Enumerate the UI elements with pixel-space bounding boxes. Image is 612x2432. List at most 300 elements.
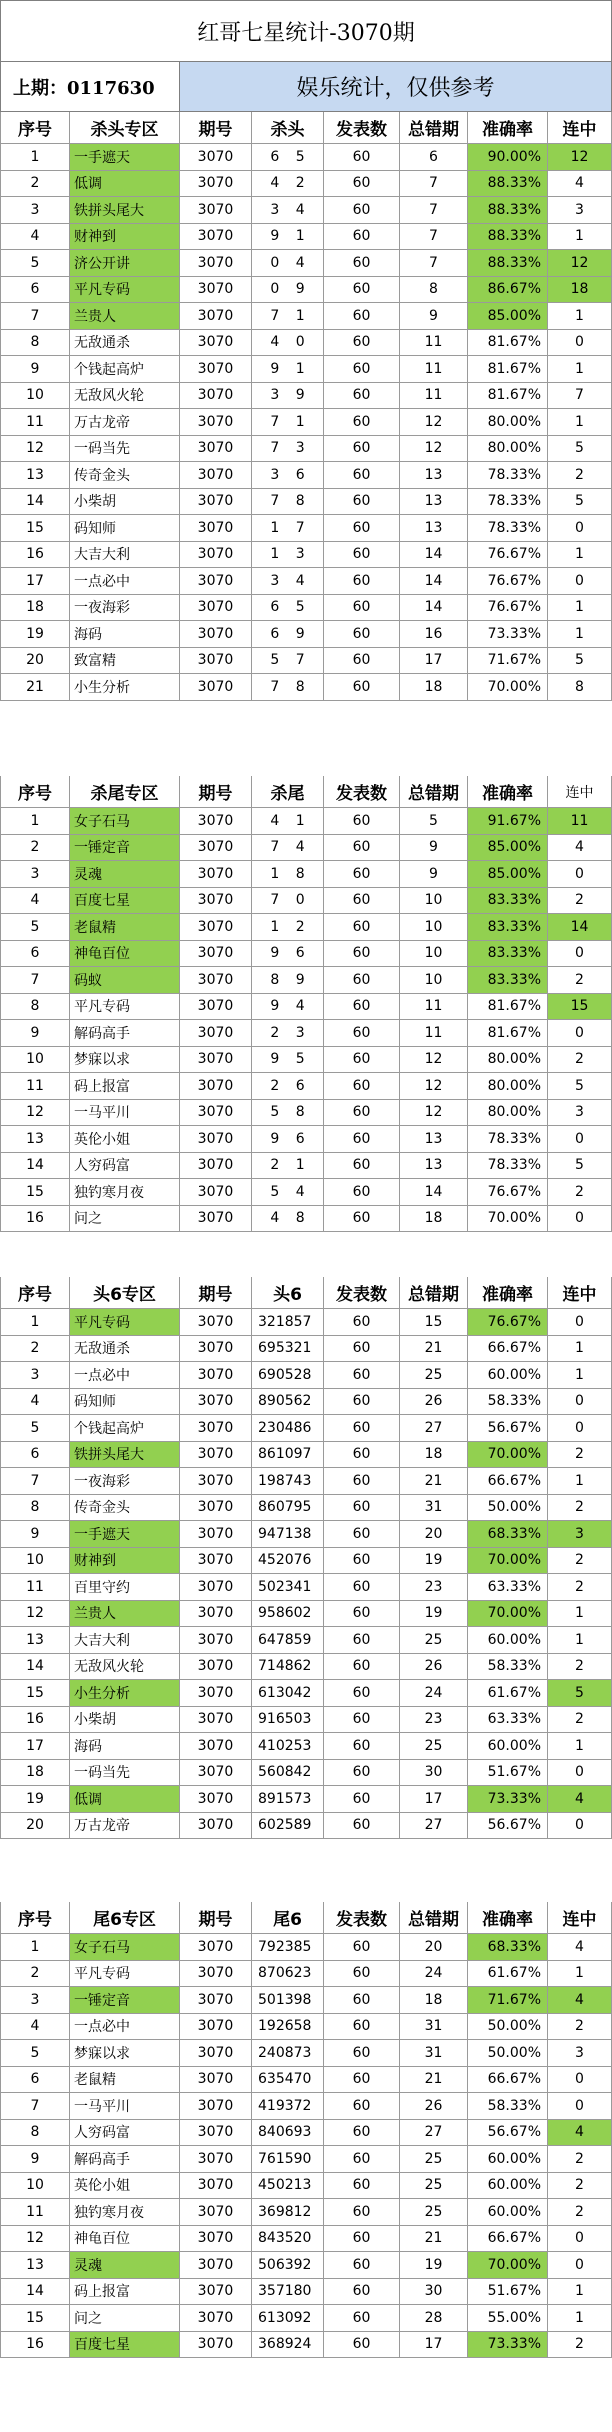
row-name: 个钱起高炉 <box>70 1415 180 1442</box>
row-digit: 840693 <box>252 2120 324 2147</box>
row-err: 17 <box>400 2332 468 2359</box>
row-period: 3070 <box>180 2252 252 2279</box>
row-period: 3070 <box>180 1760 252 1787</box>
row-streak: 1 <box>548 356 612 383</box>
row-count: 60 <box>324 2332 400 2359</box>
row-acc: 60.00% <box>468 1362 548 1389</box>
row-count: 60 <box>324 2173 400 2200</box>
header-streak: 连中 <box>548 776 612 808</box>
row-err: 13 <box>400 1153 468 1180</box>
stats-section <box>0 776 612 1232</box>
row-err: 25 <box>400 2146 468 2173</box>
row-no: 18 <box>0 595 70 622</box>
row-streak: 0 <box>548 2226 612 2253</box>
row-count: 60 <box>324 383 400 410</box>
row-err: 13 <box>400 489 468 516</box>
table-row <box>0 1601 612 1628</box>
row-acc: 70.00% <box>468 1548 548 1575</box>
row-digit: 192658 <box>252 2014 324 2041</box>
row-err: 21 <box>400 1468 468 1495</box>
row-name: 一马平川 <box>70 2093 180 2120</box>
row-no: 12 <box>0 2226 70 2253</box>
row-err: 18 <box>400 674 468 701</box>
row-streak: 3 <box>548 2040 612 2067</box>
row-streak: 0 <box>548 941 612 968</box>
row-no: 15 <box>0 1680 70 1707</box>
row-no: 4 <box>0 224 70 251</box>
disclaimer-banner: 娱乐统计，仅供参考 <box>180 62 612 112</box>
header-digit: 杀尾 <box>252 776 324 808</box>
row-err: 27 <box>400 1813 468 1840</box>
row-acc: 66.67% <box>468 1468 548 1495</box>
row-streak: 2 <box>548 1442 612 1469</box>
row-name: 万古龙帝 <box>70 1813 180 1840</box>
row-no: 8 <box>0 1495 70 1522</box>
row-streak: 3 <box>548 1100 612 1127</box>
row-acc: 81.67% <box>468 994 548 1021</box>
row-no: 4 <box>0 888 70 915</box>
row-acc: 80.00% <box>468 1047 548 1074</box>
row-digit: 9 6 <box>252 1126 324 1153</box>
row-acc: 76.67% <box>468 595 548 622</box>
row-period: 3070 <box>180 941 252 968</box>
row-no: 13 <box>0 462 70 489</box>
row-name: 老鼠精 <box>70 2067 180 2094</box>
row-no: 16 <box>0 2332 70 2359</box>
table-row <box>0 1654 612 1681</box>
row-period: 3070 <box>180 1309 252 1336</box>
row-count: 60 <box>324 1786 400 1813</box>
row-name: 一夜海彩 <box>70 1468 180 1495</box>
row-digit: 792385 <box>252 1934 324 1961</box>
row-acc: 85.00% <box>468 303 548 330</box>
row-streak: 0 <box>548 1126 612 1153</box>
table-row <box>0 967 612 994</box>
table-row <box>0 462 612 489</box>
row-streak: 0 <box>548 568 612 595</box>
row-err: 11 <box>400 356 468 383</box>
row-digit: 410253 <box>252 1733 324 1760</box>
row-name: 灵魂 <box>70 861 180 888</box>
row-digit: 2 1 <box>252 1153 324 1180</box>
row-acc: 78.33% <box>468 1126 548 1153</box>
row-digit: 0 9 <box>252 277 324 304</box>
row-err: 18 <box>400 1987 468 2014</box>
row-period: 3070 <box>180 1442 252 1469</box>
row-digit: 3 4 <box>252 197 324 224</box>
row-period: 3070 <box>180 2173 252 2200</box>
table-row <box>0 1047 612 1074</box>
row-err: 19 <box>400 2252 468 2279</box>
row-name: 一码当先 <box>70 436 180 463</box>
row-no: 15 <box>0 515 70 542</box>
table-row <box>0 1786 612 1813</box>
row-count: 60 <box>324 2226 400 2253</box>
row-acc: 88.33% <box>468 197 548 224</box>
table-row <box>0 1020 612 1047</box>
row-streak: 2 <box>548 462 612 489</box>
row-acc: 91.67% <box>468 808 548 835</box>
row-name: 传奇金头 <box>70 462 180 489</box>
row-digit: 1 3 <box>252 542 324 569</box>
row-acc: 50.00% <box>468 2014 548 2041</box>
page-title: 红哥七星统计-3070期 <box>0 0 612 62</box>
row-acc: 78.33% <box>468 489 548 516</box>
row-streak: 2 <box>548 2199 612 2226</box>
table-row <box>0 1336 612 1363</box>
row-no: 6 <box>0 1442 70 1469</box>
table-row <box>0 1961 612 1988</box>
row-err: 7 <box>400 197 468 224</box>
row-err: 10 <box>400 941 468 968</box>
row-name: 一手遮天 <box>70 144 180 171</box>
row-period: 3070 <box>180 144 252 171</box>
row-period: 3070 <box>180 436 252 463</box>
row-count: 60 <box>324 330 400 357</box>
row-digit: 9 1 <box>252 356 324 383</box>
row-streak: 4 <box>548 171 612 198</box>
header-acc: 准确率 <box>468 1277 548 1309</box>
row-name: 独钓寒月夜 <box>70 1179 180 1206</box>
row-period: 3070 <box>180 250 252 277</box>
row-name: 百里守约 <box>70 1574 180 1601</box>
row-acc: 71.67% <box>468 648 548 675</box>
row-name: 百度七星 <box>70 2332 180 2359</box>
row-acc: 76.67% <box>468 568 548 595</box>
row-err: 25 <box>400 2199 468 2226</box>
row-no: 13 <box>0 1627 70 1654</box>
row-acc: 70.00% <box>468 2252 548 2279</box>
row-digit: 613042 <box>252 1680 324 1707</box>
row-err: 31 <box>400 1495 468 1522</box>
row-period: 3070 <box>180 674 252 701</box>
row-count: 60 <box>324 250 400 277</box>
row-acc: 78.33% <box>468 462 548 489</box>
row-period: 3070 <box>180 303 252 330</box>
header-acc: 准确率 <box>468 1902 548 1934</box>
row-period: 3070 <box>180 967 252 994</box>
row-digit: 647859 <box>252 1627 324 1654</box>
row-name: 海码 <box>70 621 180 648</box>
row-digit: 870623 <box>252 1961 324 1988</box>
table-row <box>0 144 612 171</box>
row-count: 60 <box>324 1760 400 1787</box>
row-count: 60 <box>324 967 400 994</box>
row-digit: 1 2 <box>252 914 324 941</box>
row-no: 4 <box>0 1389 70 1416</box>
row-digit: 3 9 <box>252 383 324 410</box>
row-streak: 5 <box>548 648 612 675</box>
row-period: 3070 <box>180 1020 252 1047</box>
row-count: 60 <box>324 2093 400 2120</box>
row-digit: 9 6 <box>252 941 324 968</box>
row-acc: 50.00% <box>468 2040 548 2067</box>
row-name: 一马平川 <box>70 1100 180 1127</box>
row-no: 11 <box>0 1073 70 1100</box>
row-streak: 1 <box>548 1601 612 1628</box>
table-row <box>0 941 612 968</box>
row-err: 9 <box>400 861 468 888</box>
row-acc: 85.00% <box>468 861 548 888</box>
table-row <box>0 197 612 224</box>
row-err: 12 <box>400 1100 468 1127</box>
row-count: 60 <box>324 914 400 941</box>
row-period: 3070 <box>180 994 252 1021</box>
row-digit: 7 3 <box>252 436 324 463</box>
row-count: 60 <box>324 1126 400 1153</box>
row-digit: 714862 <box>252 1654 324 1681</box>
row-err: 7 <box>400 250 468 277</box>
row-no: 7 <box>0 2093 70 2120</box>
row-count: 60 <box>324 2067 400 2094</box>
row-name: 小生分析 <box>70 1680 180 1707</box>
row-count: 60 <box>324 1442 400 1469</box>
header-no: 序号 <box>0 1277 70 1309</box>
row-name: 大吉大利 <box>70 1627 180 1654</box>
row-err: 25 <box>400 2173 468 2200</box>
row-digit: 635470 <box>252 2067 324 2094</box>
row-count: 60 <box>324 1206 400 1233</box>
row-err: 26 <box>400 1389 468 1416</box>
row-no: 10 <box>0 383 70 410</box>
row-count: 60 <box>324 1601 400 1628</box>
row-period: 3070 <box>180 462 252 489</box>
row-no: 14 <box>0 2279 70 2306</box>
row-streak: 5 <box>548 1153 612 1180</box>
row-name: 梦寐以求 <box>70 2040 180 2067</box>
section-header-row <box>0 1902 612 1934</box>
row-no: 13 <box>0 2252 70 2279</box>
row-period: 3070 <box>180 1707 252 1734</box>
row-period: 3070 <box>180 1934 252 1961</box>
row-streak: 15 <box>548 994 612 1021</box>
row-count: 60 <box>324 197 400 224</box>
row-name: 独钓寒月夜 <box>70 2199 180 2226</box>
row-acc: 50.00% <box>468 1495 548 1522</box>
row-count: 60 <box>324 409 400 436</box>
row-digit: 560842 <box>252 1760 324 1787</box>
row-acc: 81.67% <box>468 383 548 410</box>
row-period: 3070 <box>180 1468 252 1495</box>
row-no: 9 <box>0 1521 70 1548</box>
row-streak: 4 <box>548 1786 612 1813</box>
row-digit: 6 5 <box>252 144 324 171</box>
row-streak: 11 <box>548 808 612 835</box>
table-row <box>0 1627 612 1654</box>
row-no: 3 <box>0 197 70 224</box>
table-row <box>0 2226 612 2253</box>
row-count: 60 <box>324 1521 400 1548</box>
table-row <box>0 674 612 701</box>
row-streak: 0 <box>548 1760 612 1787</box>
row-name: 无敌通杀 <box>70 330 180 357</box>
row-streak: 8 <box>548 674 612 701</box>
row-no: 5 <box>0 250 70 277</box>
row-count: 60 <box>324 621 400 648</box>
row-period: 3070 <box>180 621 252 648</box>
row-period: 3070 <box>180 1961 252 1988</box>
row-name: 码知师 <box>70 1389 180 1416</box>
row-err: 6 <box>400 144 468 171</box>
row-count: 60 <box>324 1362 400 1389</box>
row-err: 9 <box>400 835 468 862</box>
section-header-row <box>0 776 612 808</box>
header-err: 总错期 <box>400 1277 468 1309</box>
row-name: 财神到 <box>70 224 180 251</box>
row-no: 2 <box>0 1961 70 1988</box>
row-streak: 5 <box>548 436 612 463</box>
table-row <box>0 2040 612 2067</box>
header-digit: 尾6 <box>252 1902 324 1934</box>
row-no: 9 <box>0 1020 70 1047</box>
row-acc: 60.00% <box>468 2173 548 2200</box>
row-name: 神龟百位 <box>70 941 180 968</box>
row-digit: 5 7 <box>252 648 324 675</box>
table-row <box>0 2305 612 2332</box>
row-digit: 0 4 <box>252 250 324 277</box>
row-count: 60 <box>324 835 400 862</box>
row-no: 4 <box>0 2014 70 2041</box>
row-no: 12 <box>0 1100 70 1127</box>
row-name: 码上报富 <box>70 2279 180 2306</box>
row-count: 60 <box>324 2305 400 2332</box>
row-name: 人穷码富 <box>70 2120 180 2147</box>
row-name: 大吉大利 <box>70 542 180 569</box>
table-row <box>0 2014 612 2041</box>
row-streak: 1 <box>548 621 612 648</box>
row-period: 3070 <box>180 1548 252 1575</box>
row-streak: 7 <box>548 383 612 410</box>
row-period: 3070 <box>180 835 252 862</box>
table-row <box>0 888 612 915</box>
header-err: 总错期 <box>400 1902 468 1934</box>
header-count: 发表数 <box>324 1277 400 1309</box>
row-digit: 321857 <box>252 1309 324 1336</box>
row-streak: 0 <box>548 515 612 542</box>
header-no: 序号 <box>0 112 70 144</box>
row-digit: 7 8 <box>252 489 324 516</box>
row-digit: 4 2 <box>252 171 324 198</box>
row-err: 19 <box>400 1548 468 1575</box>
table-row <box>0 2332 612 2359</box>
row-err: 20 <box>400 1934 468 1961</box>
row-no: 19 <box>0 1786 70 1813</box>
header-streak: 连中 <box>548 1902 612 1934</box>
row-no: 12 <box>0 436 70 463</box>
row-count: 60 <box>324 1574 400 1601</box>
row-no: 8 <box>0 330 70 357</box>
row-digit: 368924 <box>252 2332 324 2359</box>
row-acc: 70.00% <box>468 1442 548 1469</box>
row-no: 15 <box>0 1179 70 1206</box>
row-err: 26 <box>400 2093 468 2120</box>
row-no: 9 <box>0 356 70 383</box>
row-digit: 890562 <box>252 1389 324 1416</box>
row-acc: 60.00% <box>468 2146 548 2173</box>
row-count: 60 <box>324 595 400 622</box>
row-name: 一点必中 <box>70 1362 180 1389</box>
row-acc: 68.33% <box>468 1521 548 1548</box>
row-streak: 2 <box>548 1574 612 1601</box>
table-row <box>0 2279 612 2306</box>
row-count: 60 <box>324 2252 400 2279</box>
row-acc: 58.33% <box>468 1654 548 1681</box>
row-err: 19 <box>400 1601 468 1628</box>
row-acc: 83.33% <box>468 888 548 915</box>
row-streak: 5 <box>548 1073 612 1100</box>
row-no: 20 <box>0 648 70 675</box>
row-no: 1 <box>0 808 70 835</box>
row-acc: 83.33% <box>468 914 548 941</box>
stats-section <box>0 112 612 701</box>
row-acc: 66.67% <box>468 1336 548 1363</box>
row-err: 5 <box>400 808 468 835</box>
row-streak: 1 <box>548 1733 612 1760</box>
row-acc: 88.33% <box>468 250 548 277</box>
row-err: 26 <box>400 1654 468 1681</box>
row-acc: 88.33% <box>468 171 548 198</box>
table-row <box>0 1760 612 1787</box>
row-period: 3070 <box>180 515 252 542</box>
row-no: 6 <box>0 2067 70 2094</box>
row-acc: 78.33% <box>468 515 548 542</box>
row-name: 老鼠精 <box>70 914 180 941</box>
table-row <box>0 1813 612 1840</box>
row-no: 7 <box>0 303 70 330</box>
row-no: 6 <box>0 941 70 968</box>
table-row <box>0 1707 612 1734</box>
row-count: 60 <box>324 888 400 915</box>
row-period: 3070 <box>180 914 252 941</box>
row-count: 60 <box>324 2120 400 2147</box>
row-period: 3070 <box>180 861 252 888</box>
row-acc: 73.33% <box>468 1786 548 1813</box>
row-name: 灵魂 <box>70 2252 180 2279</box>
row-digit: 1 8 <box>252 861 324 888</box>
row-no: 1 <box>0 1934 70 1961</box>
row-err: 21 <box>400 2067 468 2094</box>
row-period: 3070 <box>180 356 252 383</box>
row-digit: 2 3 <box>252 1020 324 1047</box>
row-count: 60 <box>324 515 400 542</box>
row-count: 60 <box>324 1680 400 1707</box>
row-no: 1 <box>0 1309 70 1336</box>
row-digit: 7 4 <box>252 835 324 862</box>
row-acc: 56.67% <box>468 1813 548 1840</box>
table-row <box>0 595 612 622</box>
row-digit: 613092 <box>252 2305 324 2332</box>
table-row <box>0 835 612 862</box>
row-acc: 85.00% <box>468 835 548 862</box>
table-row <box>0 224 612 251</box>
row-streak: 2 <box>548 2014 612 2041</box>
row-streak: 1 <box>548 409 612 436</box>
row-digit: 4 1 <box>252 808 324 835</box>
row-streak: 4 <box>548 1934 612 1961</box>
row-no: 11 <box>0 1574 70 1601</box>
table-row <box>0 2252 612 2279</box>
row-period: 3070 <box>180 1336 252 1363</box>
row-period: 3070 <box>180 171 252 198</box>
table-row <box>0 356 612 383</box>
row-no: 11 <box>0 2199 70 2226</box>
row-digit: 502341 <box>252 1574 324 1601</box>
row-count: 60 <box>324 2146 400 2173</box>
header-count: 发表数 <box>324 112 400 144</box>
table-row <box>0 2093 612 2120</box>
row-err: 11 <box>400 330 468 357</box>
row-digit: 6 9 <box>252 621 324 648</box>
